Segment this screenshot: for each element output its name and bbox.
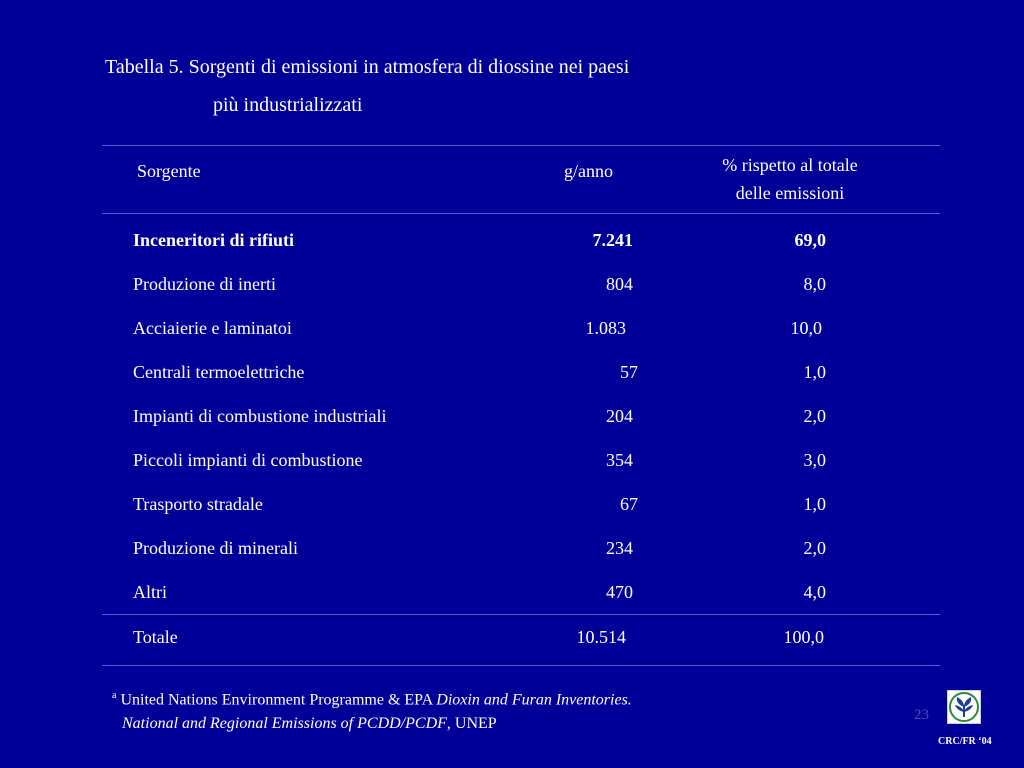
total-g: 10.514 xyxy=(576,627,626,647)
table-total-row xyxy=(0,627,1024,651)
row-g-anno: 804 xyxy=(606,274,633,294)
table-row xyxy=(0,230,1024,254)
row-source: Centrali termoelettriche xyxy=(133,362,305,382)
credit-label: CRC/FR ‘04 xyxy=(938,736,992,747)
footnote-marker: a xyxy=(112,690,117,701)
header-source: Sorgente xyxy=(137,161,201,181)
table-row xyxy=(0,494,1024,518)
row-percent: 2,0 xyxy=(803,406,826,426)
row-percent: 10,0 xyxy=(790,318,822,338)
row-g-anno: 1.083 xyxy=(585,318,626,338)
slide-title-line1: Tabella 5. Sorgenti di emissioni in atmosfera di diossine nei paesi xyxy=(105,56,630,78)
row-g-anno: 234 xyxy=(606,538,633,558)
table-row xyxy=(0,362,1024,386)
row-source: Piccoli impianti di combustione xyxy=(133,450,363,470)
table-header-rule xyxy=(102,213,940,214)
plant-leaf-icon xyxy=(947,690,981,724)
footnote-line2-text: , UNEP xyxy=(446,715,497,733)
table-top-rule xyxy=(102,145,940,146)
row-source: Inceneritori di rifiuti xyxy=(133,230,294,250)
row-percent: 3,0 xyxy=(803,450,826,470)
row-percent: 1,0 xyxy=(803,362,826,382)
table-bottom-rule xyxy=(102,665,940,666)
header-g-anno: g/anno xyxy=(564,161,613,181)
table-row xyxy=(0,450,1024,474)
table-row xyxy=(0,538,1024,562)
header-percent-line2: delle emissioni xyxy=(735,183,845,203)
row-g-anno: 67 xyxy=(620,494,638,514)
slide-title-line2: più industrializzati xyxy=(213,94,363,116)
table-row xyxy=(0,582,1024,606)
row-g-anno: 470 xyxy=(606,582,633,602)
total-label: Totale xyxy=(133,627,178,647)
header-percent-line1: % rispetto al totale xyxy=(722,155,858,175)
table-row xyxy=(0,274,1024,298)
row-source: Trasporto stradale xyxy=(133,494,263,514)
footnote-line1-italic: Dioxin and Furan Inventories. xyxy=(436,691,632,709)
row-percent: 8,0 xyxy=(803,274,826,294)
row-source: Impianti di combustione industriali xyxy=(133,406,387,426)
row-g-anno: 354 xyxy=(606,450,633,470)
row-g-anno: 57 xyxy=(620,362,638,382)
row-percent: 4,0 xyxy=(803,582,826,602)
row-source: Produzione di inerti xyxy=(133,274,276,294)
row-g-anno: 7.241 xyxy=(592,230,633,250)
row-g-anno: 204 xyxy=(606,406,633,426)
row-percent: 1,0 xyxy=(803,494,826,514)
total-percent: 100,0 xyxy=(783,627,824,647)
row-source: Produzione di minerali xyxy=(133,538,298,558)
row-percent: 2,0 xyxy=(803,538,826,558)
footnote-line2-italic: National and Regional Emissions of PCDD/PCDF xyxy=(122,715,447,733)
footnote xyxy=(112,684,632,736)
table-row xyxy=(0,318,1024,342)
footnote-line1-text: United Nations Environment Programme & EPA xyxy=(120,691,437,709)
row-source: Altri xyxy=(133,582,167,602)
table-row xyxy=(0,406,1024,430)
row-source: Acciaierie e laminatoi xyxy=(133,318,292,338)
table-total-rule xyxy=(102,614,940,615)
page-number: 23 xyxy=(914,707,929,723)
row-percent: 69,0 xyxy=(794,230,826,250)
